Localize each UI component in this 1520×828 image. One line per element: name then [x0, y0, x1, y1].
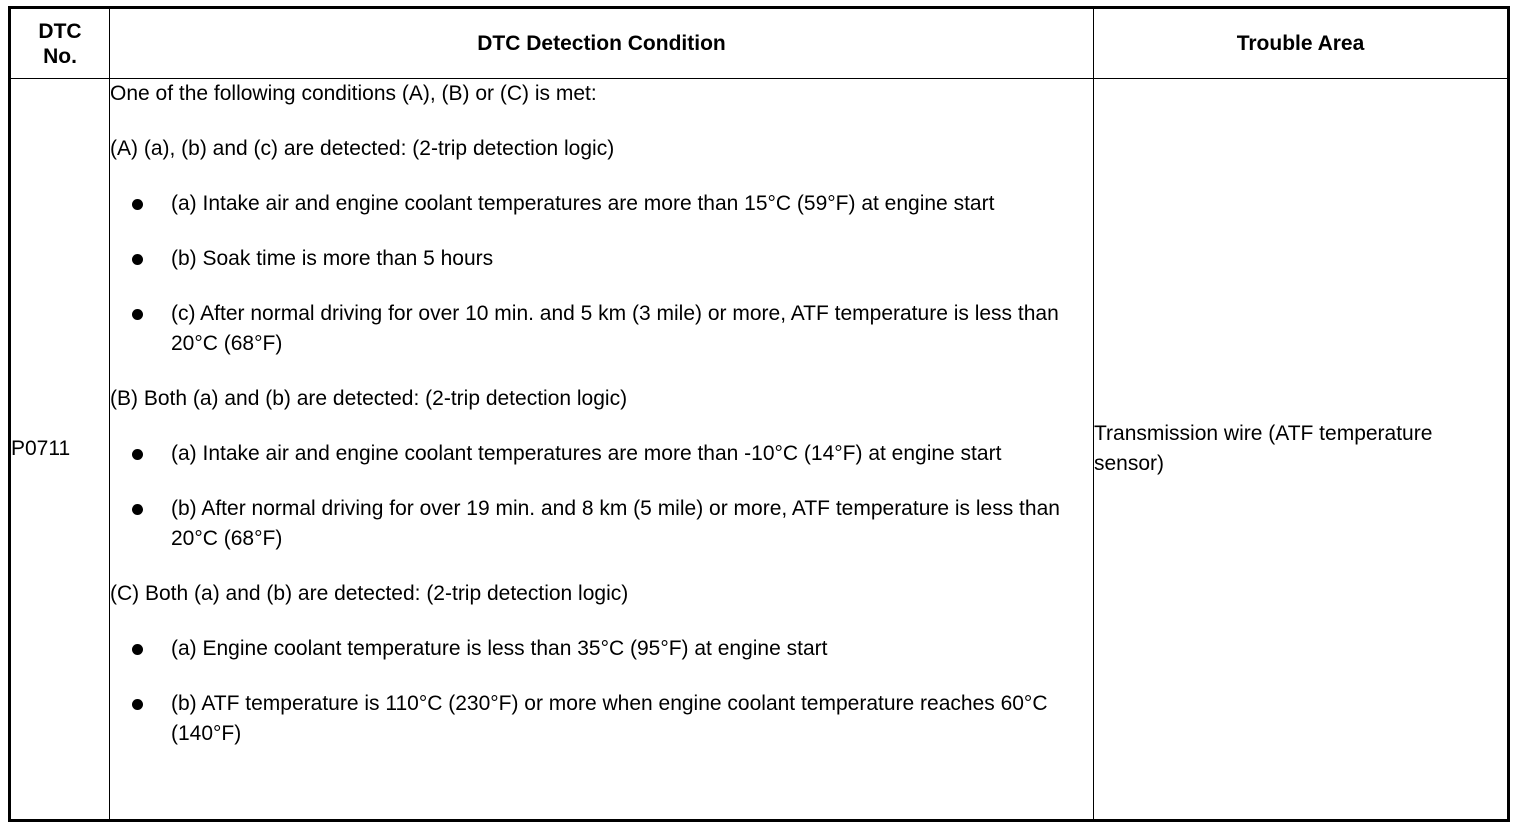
list-item: [122, 244, 1093, 274]
bullet-icon: [132, 644, 143, 655]
bullet-icon: [132, 699, 143, 710]
header-trouble-area: Trouble Area: [1094, 8, 1509, 79]
list-item-text: (b) Soak time is more than 5 hours: [171, 247, 494, 270]
list-item-text: (a) Intake air and engine coolant temperatures are more than -10°C (14°F) at engine start: [171, 442, 1002, 465]
list-item-text: (a) Engine coolant temperature is less than 35°C (95°F) at engine start: [171, 637, 828, 660]
bullet-icon: [132, 504, 143, 515]
header-dtc-no: [10, 8, 110, 79]
bullet-icon: [132, 309, 143, 320]
bullet-icon: [132, 449, 143, 460]
dtc-table: [8, 6, 1510, 822]
header-row: [10, 8, 1509, 79]
header-dtc-no-line1: DTC: [38, 19, 82, 43]
group-c-heading: (C) Both (a) and (b) are detected: (2-trip detection logic): [110, 582, 629, 605]
list-item-text: (b) After normal driving for over 19 min. and 8 km (5 mile) or more, ATF temperature is less than 20°C (68°F): [171, 497, 1060, 550]
bullet-icon: [132, 199, 143, 210]
list-item-text: (c) After normal driving for over 10 min. and 5 km (3 mile) or more, ATF temperature is less than 20°C (68°F): [171, 302, 1059, 355]
dtc-code-cell: P0711: [10, 79, 110, 821]
condition-intro: One of the following conditions (A), (B) or (C) is met:: [110, 82, 597, 105]
list-item-text: (b) ATF temperature is 110°C (230°F) or more when engine coolant temperature reaches 60°C (140°F): [171, 692, 1048, 745]
list-item: [122, 494, 1093, 554]
trouble-area-cell: Transmission wire (ATF temperature sensor): [1094, 79, 1509, 821]
list-item: [122, 189, 1093, 219]
header-condition: DTC Detection Condition: [110, 8, 1094, 79]
list-item: [122, 299, 1093, 359]
group-a-heading: (A) (a), (b) and (c) are detected: (2-trip detection logic): [110, 137, 615, 160]
table-row: [10, 79, 1509, 821]
group-b-heading: (B) Both (a) and (b) are detected: (2-trip detection logic): [110, 387, 628, 410]
list-item: [122, 634, 1093, 664]
header-dtc-no-line2: No.: [43, 44, 77, 68]
list-item-text: (a) Intake air and engine coolant temperatures are more than 15°C (59°F) at engine start: [171, 192, 995, 215]
bullet-icon: [132, 254, 143, 265]
list-item: [122, 689, 1093, 749]
condition-cell: [110, 79, 1094, 821]
list-item: [122, 439, 1093, 469]
